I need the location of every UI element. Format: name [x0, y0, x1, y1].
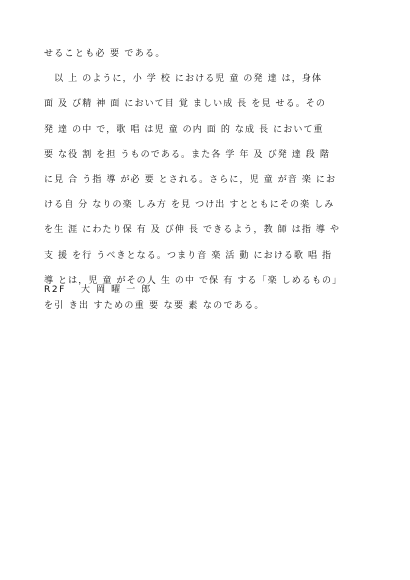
text-line: に見 合 う指 導 が必 要 とされる。さらに，児 童 が音 楽 にお [44, 175, 337, 186]
text-line: 以 上 のように，小 学 校 における児 童 の発 達 は，身体 [44, 74, 323, 85]
text-line: を引 き出 すための重 要 な要 素 なのである。 [44, 301, 265, 312]
author-line: R2F 大 岡 曜 一 郎 [44, 285, 152, 295]
text-line: 発 達 の中 で，歌 唱 は児 童 の内 面 的 な成 長 において重 [44, 124, 324, 135]
text-line: 導 とは，児 童 がその人 生 の中 で保 有 する「楽 しめるもの」 [44, 275, 343, 286]
text-line: ける自 分 なりの楽 しみ方 を見 つけ出 すとともにその楽 しみ [44, 200, 335, 211]
text-line: を生 涯 にわたり保 有 及 び伸 長 できるよう，教 師 は指 導 や [44, 225, 341, 236]
text-line: せることも必 要 である。 [44, 49, 166, 59]
text-line: 支 援 を行 うべきとなる。つまり音 楽 活 動 における歌 唱 指 [44, 250, 333, 261]
body-text [44, 42, 374, 319]
text-line: 要 な役 割 を担 うものである。また各 学 年 及 び発 達 段 階 [44, 149, 330, 160]
text-line: 面 及 び精 神 面 において目 覚 ましい成 長 を見 せる。その [44, 99, 327, 110]
